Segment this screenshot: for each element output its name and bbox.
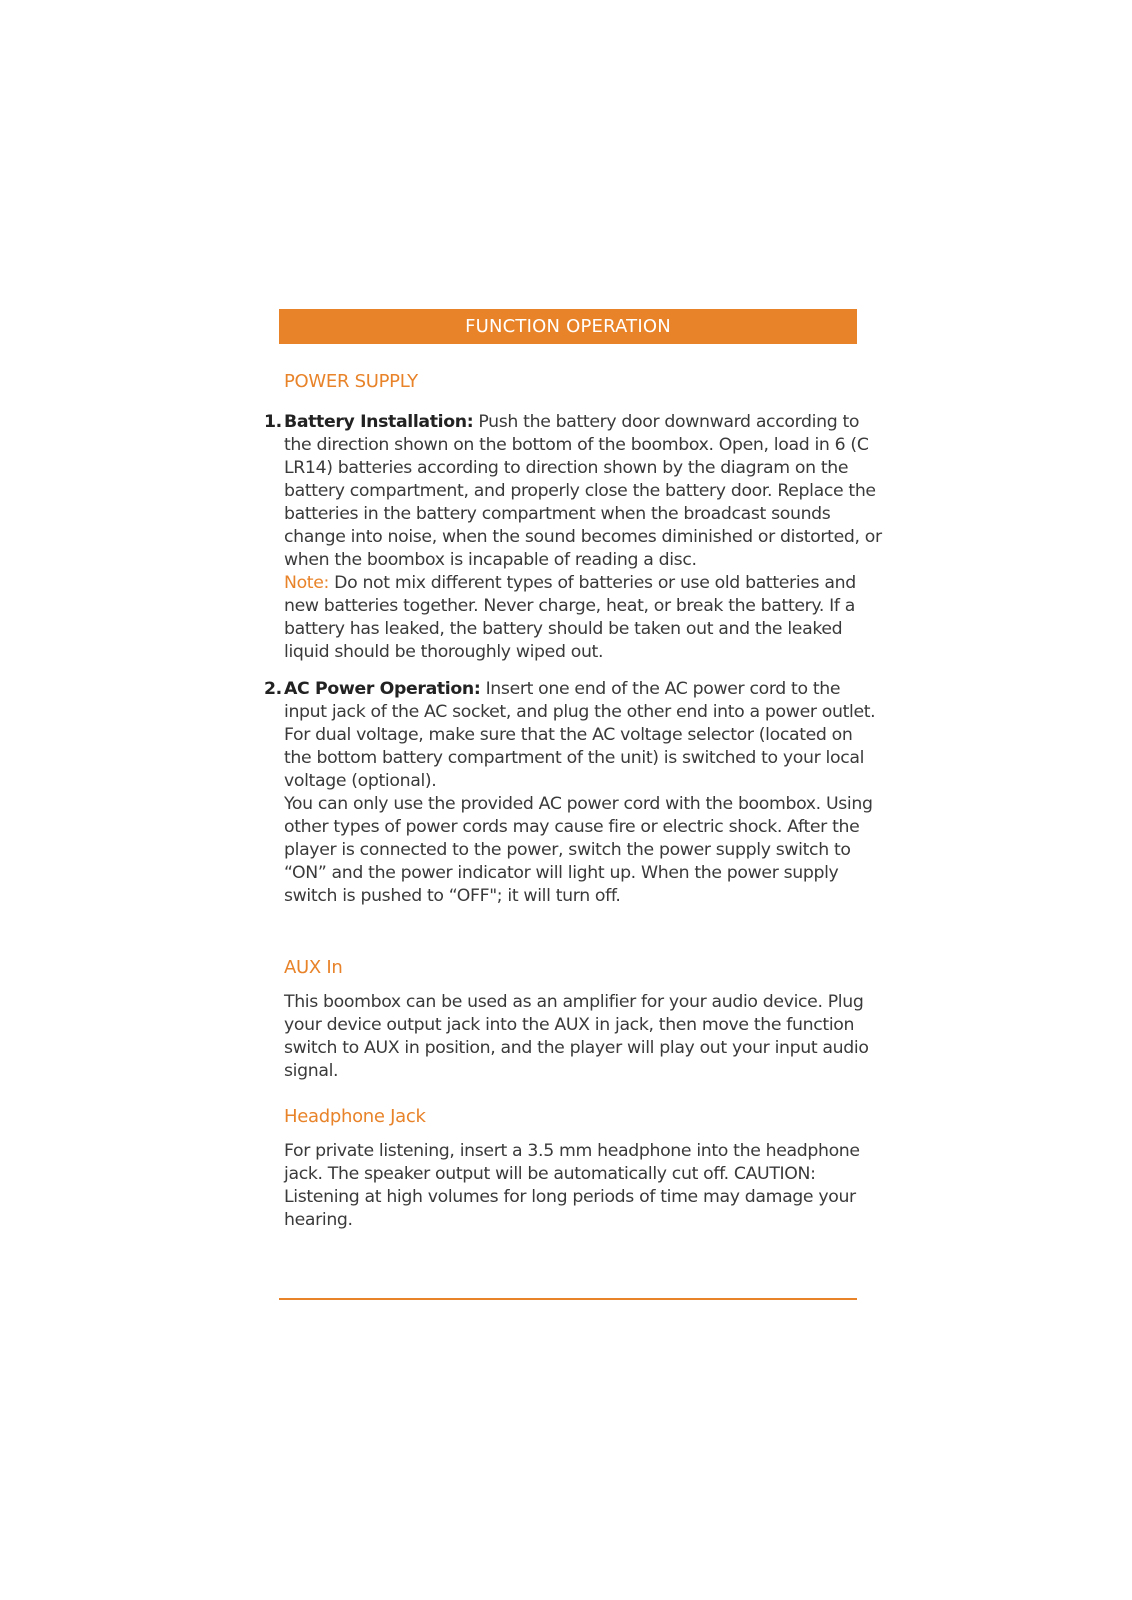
list-item-body [284,411,884,572]
note-label: Note: [284,573,329,593]
list-number: 2. [264,679,282,699]
list-item-text: Insert one end of the AC power cord to the input jack of the AC socket, and plug the other end into a power outlet. For dual voltage, make sure that the AC voltage selector (located on the bottom battery compartment of the unit) is switched to your local voltage (optional). [284,679,876,791]
list-item-lead: AC Power Operation: [284,679,481,699]
headphone-jack-text: For private listening, insert a 3.5 mm headphone into the headphone jack. The speaker output will be automatically cut off. CAUTION: Listening at high volumes for long periods of time may damage your hearing. [284,1141,860,1230]
note-text: Do not mix different types of batteries or use old batteries and new batteries together. Never charge, heat, or break the battery. If a battery has leaked, the battery should be taken out and the leaked liquid should be thoroughly wiped out. [284,573,856,662]
list-item-lead: Battery Installation: [284,412,474,432]
page-content [264,360,884,1232]
footer-divider [279,1298,857,1300]
power-supply-heading: POWER SUPPLY [284,371,418,392]
list-item-body [284,678,884,793]
aux-in-text: This boombox can be used as an amplifier for your audio device. Plug your device output jack into the AUX in jack, then move the function switch to AUX in position, and the player will play out your input audio signal. [284,992,869,1081]
note-paragraph [284,572,884,664]
list-item-battery-installation [264,411,884,664]
aux-in-heading: AUX In [284,957,343,978]
list-item-text: Push the battery door downward according to the direction shown on the bottom of the boombox. Open, load in 6 (C LR14) batteries according to direction shown by the diagram on the battery compartment, and properly close the battery door. Replace the batteries in the battery compartment when the broadcast sounds change into noise, when the sound becomes diminished or distorted, or when the boombox is incapable of reading a disc. [284,412,882,570]
headphone-jack-heading: Headphone Jack [284,1106,426,1127]
list-item-text-continued: You can only use the provided AC power cord with the boombox. Using other types of power cords may cause fire or electric shock. After the player is connected to the power, switch the power supply switch to “ON” and the power indicator will light up. When the power supply switch is pushed to “OFF"; it will turn off. [284,794,873,906]
list-number: 1. [264,412,282,432]
section-title-bar [279,309,857,344]
list-item-ac-power-operation [264,678,884,908]
section-title: FUNCTION OPERATION [465,316,671,337]
